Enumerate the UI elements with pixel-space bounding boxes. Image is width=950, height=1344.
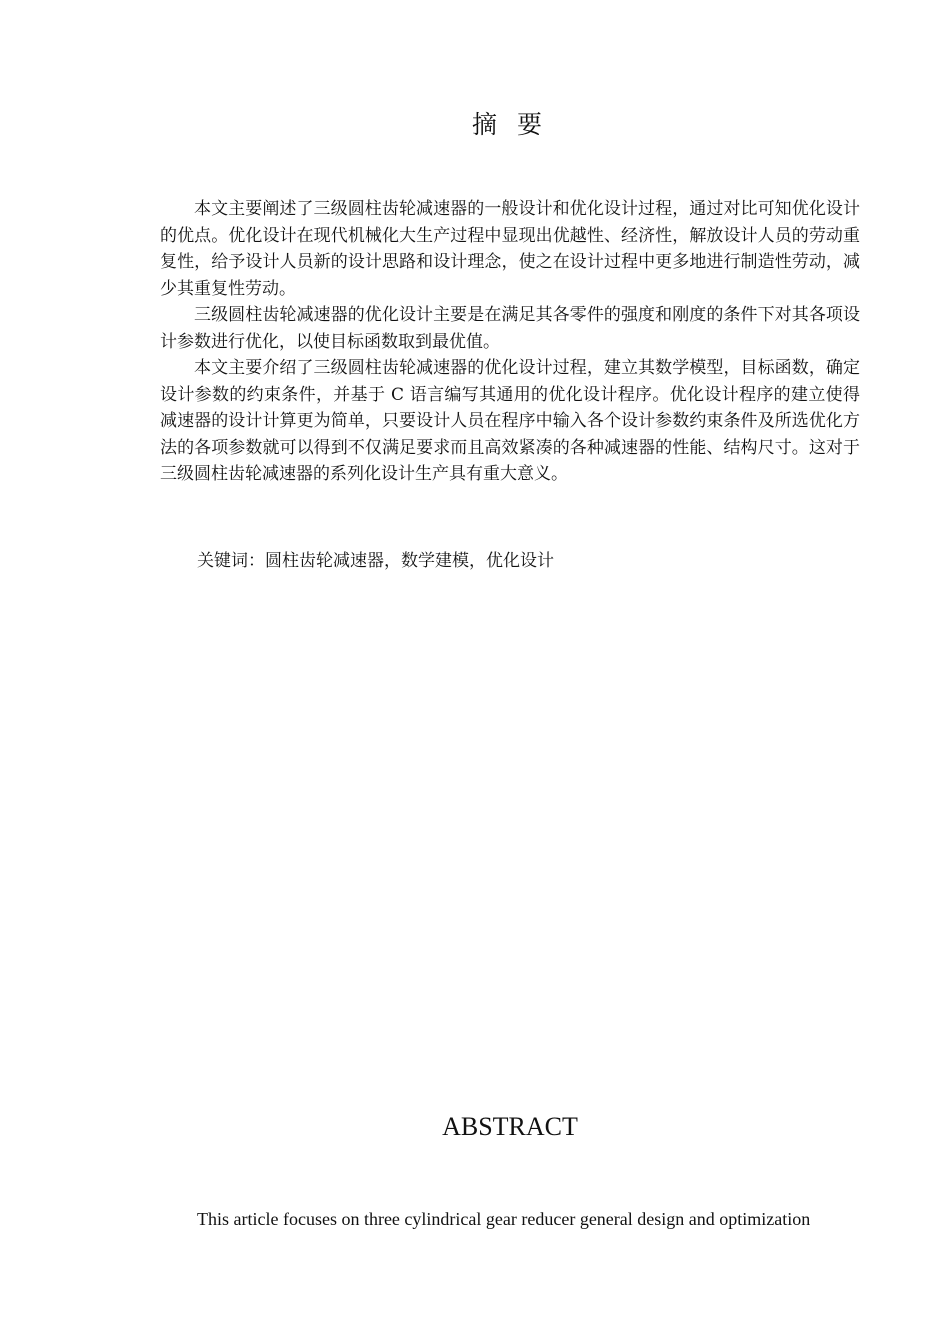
abstract-cn-body xyxy=(160,196,860,488)
abstract-cn-paragraph-2: 三级圆柱齿轮减速器的优化设计主要是在满足其各零件的强度和刚度的条件下对其各项设计参数进行优化，以使目标函数取到最优值。 xyxy=(160,305,860,352)
abstract-en-title: ABSTRACT xyxy=(442,1112,578,1141)
keywords-line xyxy=(197,548,554,574)
abstract-cn-paragraph-3: 本文主要介绍了三级圆柱齿轮减速器的优化设计过程，建立其数学模型，目标函数，确定设计参数的约束条件，并基于 C 语言编写其通用的优化设计程序。优化设计程序的建立使得减速器的设计计算更为简单，只要设计人员在程序中输入各个设计参数约束条件及所选优化方法的各项参数就可以得到不仅满足要求而且高效紧凑的各种减速器的性能、结构尺寸。这对于三级圆柱齿轮减速器的系列化设计生产具有重大意义。 xyxy=(160,358,860,484)
abstract-en-first-line: This article focuses on three cylindrical gear reducer general design and optimization xyxy=(197,1209,811,1229)
abstract-cn-paragraph-1: 本文主要阐述了三级圆柱齿轮减速器的一般设计和优化设计过程，通过对比可知优化设计的优点。优化设计在现代机械化大生产过程中显现出优越性、经济性，解放设计人员的劳动重复性，给予设计人员新的设计思路和设计理念，使之在设计过程中更多地进行制造性劳动，减少其重复性劳动。 xyxy=(160,199,860,299)
abstract-cn-title: 摘 要 xyxy=(472,110,548,139)
keywords-label: 关键词： xyxy=(197,551,265,571)
keywords-text: 圆柱齿轮减速器，数学建模，优化设计 xyxy=(265,551,554,571)
